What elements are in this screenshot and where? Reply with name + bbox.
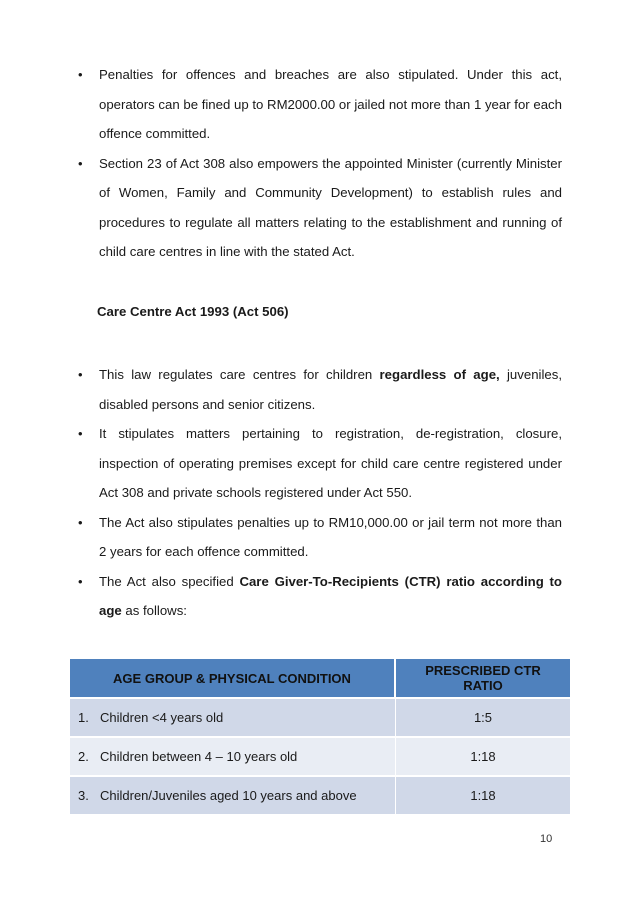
row-label: Children between 4 – 10 years old [100,749,298,764]
bullet-list-act-308 [72,60,562,267]
row-label: Children/Juveniles aged 10 years and above [100,788,357,803]
bullet-marker: • [78,367,83,382]
bullet-text: Penalties for offences and breaches are also stipulated. Under this act, operators can be fined up to RM2000.00 or jailed not more than 1 year for each offence committed. [99,67,562,141]
table-row [70,738,570,777]
bullet-text-post: juveniles, disabled persons and senior citizens. [99,367,562,412]
bullet-marker: • [78,155,83,171]
page-number: 10 [540,833,553,845]
bullet-law-regulates [72,360,562,419]
table-cell-age-group [70,777,396,816]
bullet-marker: • [78,67,83,82]
bullet-marker: • [78,514,83,530]
table-cell-ratio: 1:5 [396,699,570,738]
table-cell-ratio: 1:18 [396,777,570,816]
bullet-section-23 [72,149,562,267]
bullet-ctr-ratio [72,567,562,626]
bullet-penalties-506 [72,508,562,567]
table-cell-ratio: 1:18 [396,738,570,777]
row-label: Children <4 years old [100,710,224,725]
table-header-ctr-ratio: PRESCRIBED CTR RATIO [396,659,570,699]
bullet-marker: • [78,573,83,589]
table-header-row [70,659,570,699]
bullet-text: The Act also stipulates penalties up to RM10,000.00 or jail term not more than 2 years for each offence committed. [99,514,562,559]
section-heading: Care Centre Act 1993 (Act 506) [97,304,289,319]
bullet-text-pre: The Act also specified [99,573,240,589]
table-row [70,777,570,816]
row-number: 3. [78,788,89,803]
bullet-text-bold: Care Giver-To-Recipients (CTR) ratio according to age [99,573,562,618]
row-number: 2. [78,749,89,764]
table-row [70,699,570,738]
table-header-age-group: AGE GROUP & PHYSICAL CONDITION [70,659,396,699]
row-number: 1. [78,710,89,725]
bullet-text-post: as follows: [121,603,187,618]
bullet-list-act-506 [72,360,562,626]
bullet-text-pre: This law regulates care centres for children [99,367,380,382]
bullet-marker: • [78,426,83,441]
table-cell-age-group [70,738,396,777]
bullet-penalties [72,60,562,149]
ctr-ratio-table [70,659,570,816]
bullet-text-bold: regardless of age, [379,367,500,382]
table-cell-age-group [70,699,396,738]
bullet-text: Section 23 of Act 308 also empowers the appointed Minister (currently Minister of Women, Family and Community Development) to establish rules and procedures to regulate all matters relating to the establishment and running of child care centres in line with the stated Act. [99,155,562,259]
bullet-text: It stipulates matters pertaining to registration, de-registration, closure, inspection of operating premises except for child care centre registered under Act 308 and private schools registered under Act 550. [99,426,562,500]
bullet-registration [72,419,562,508]
